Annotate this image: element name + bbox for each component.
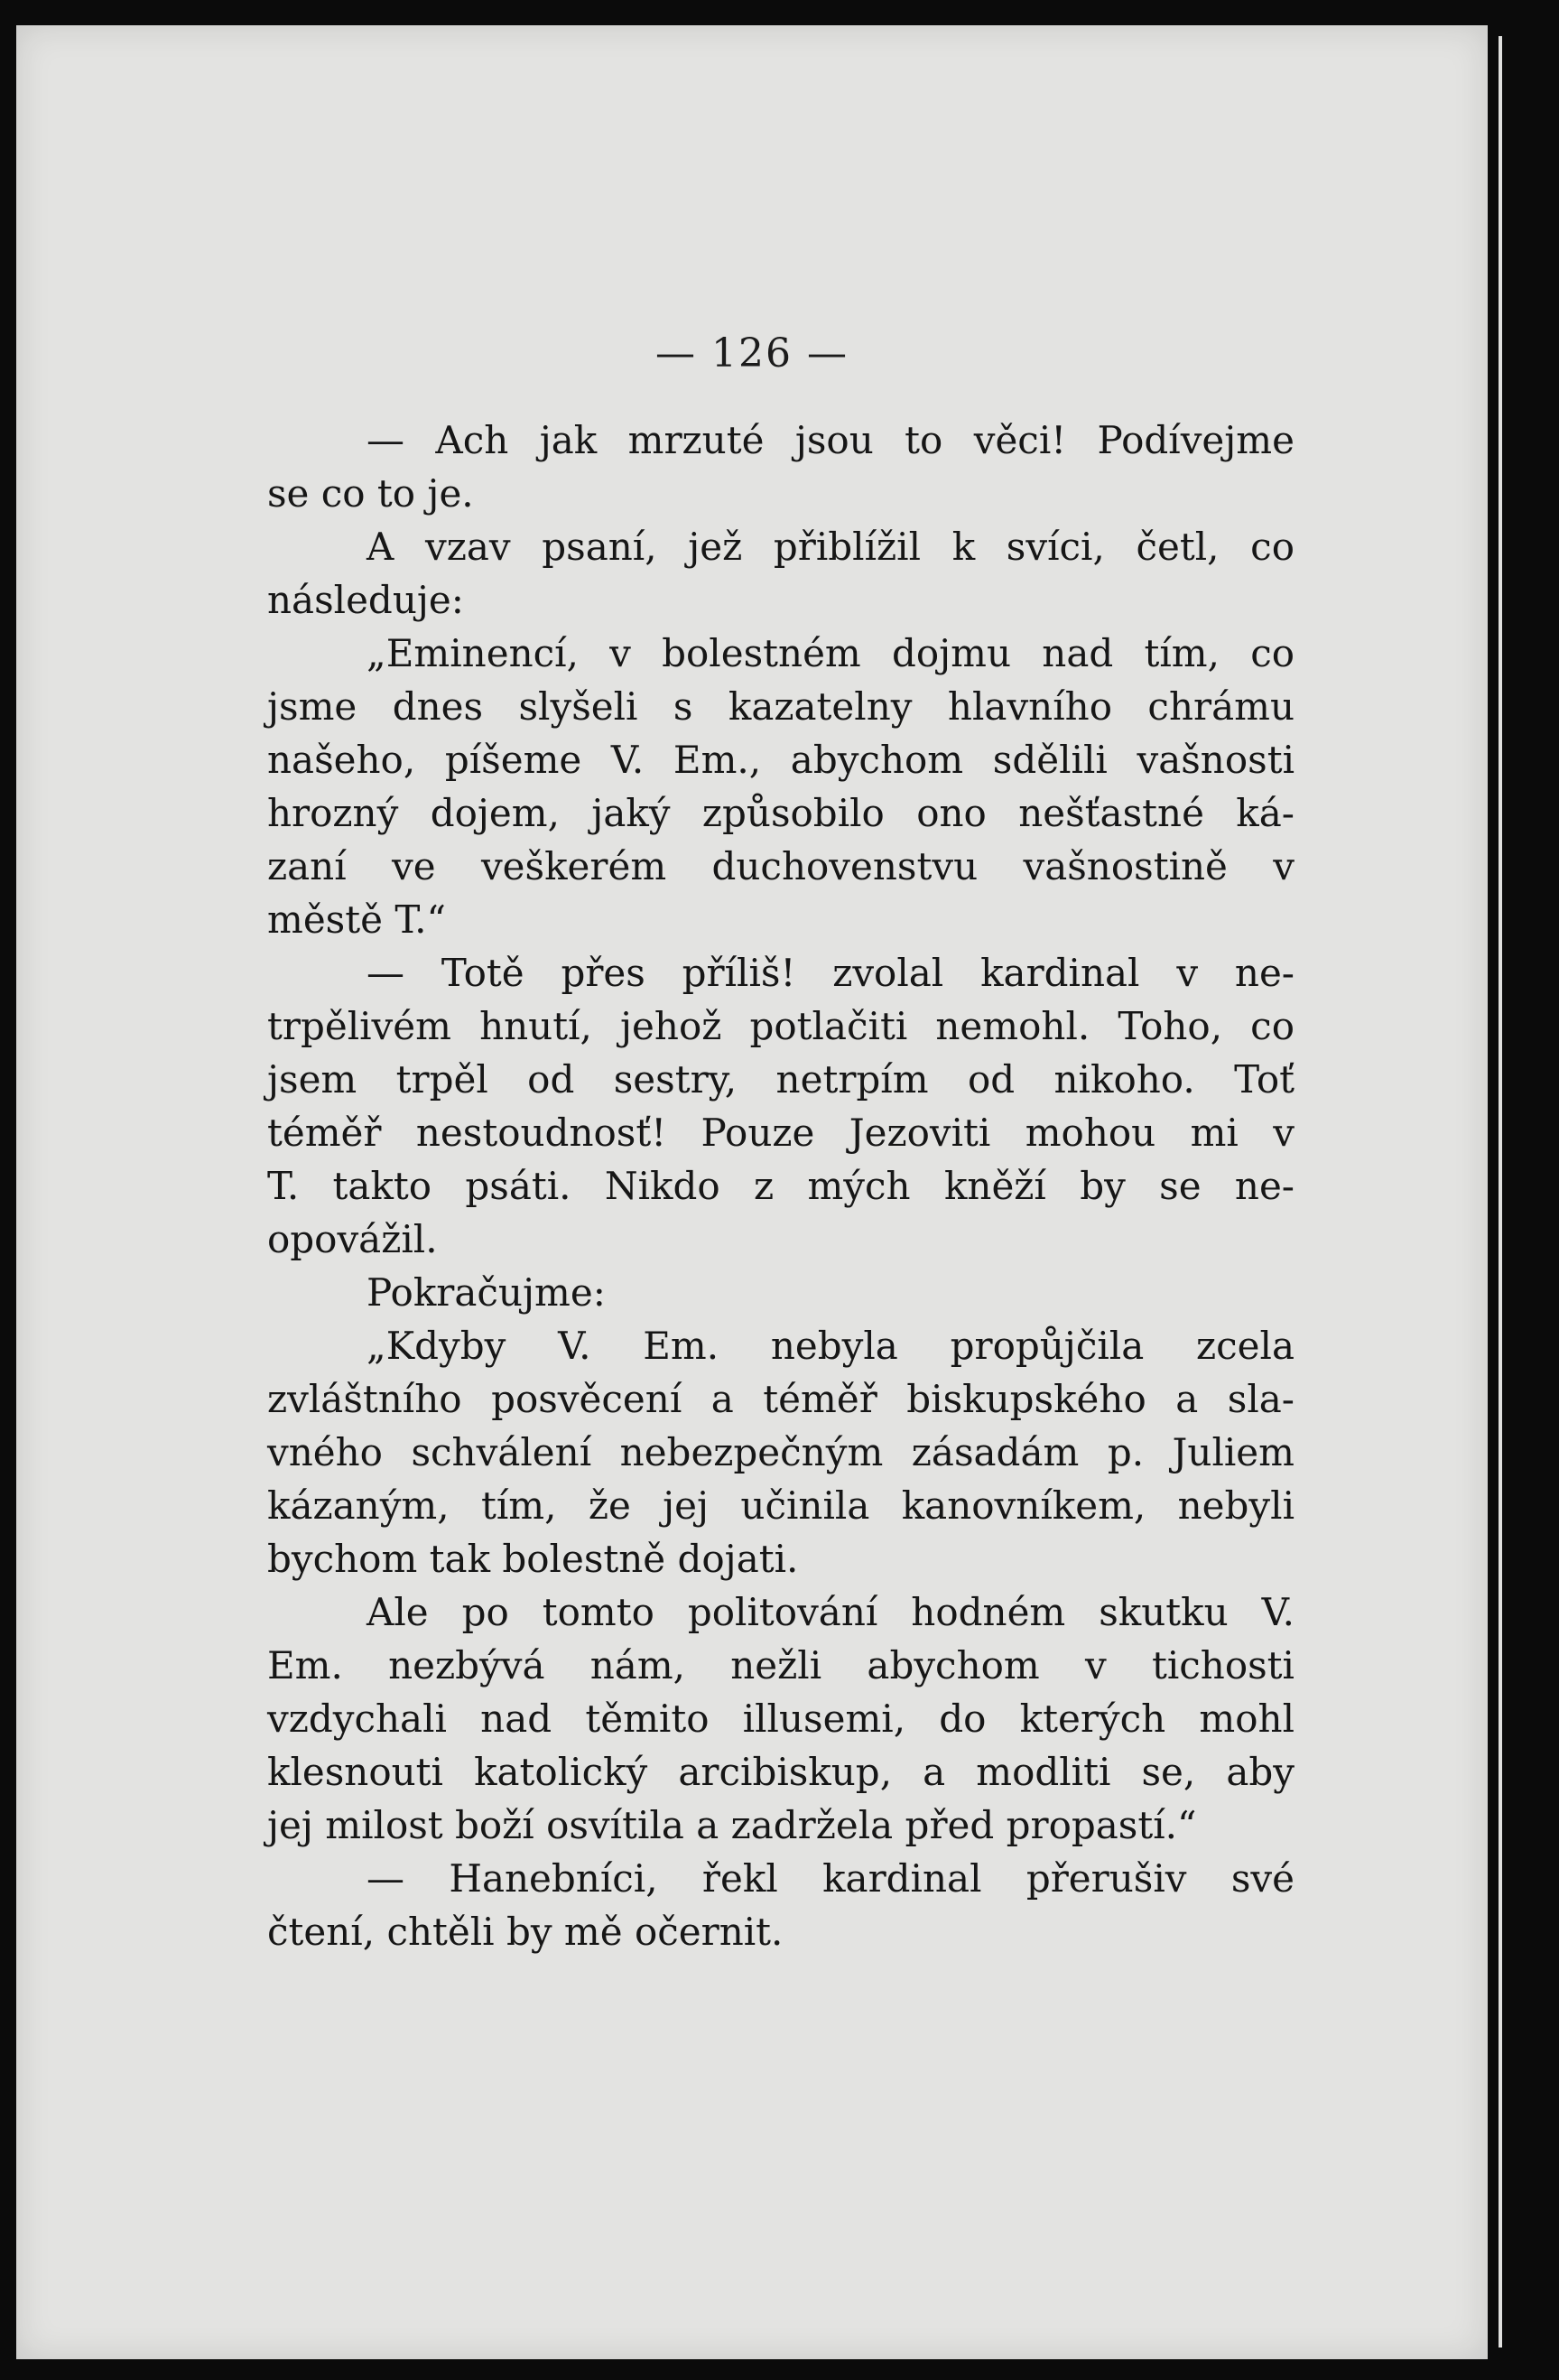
text-line: jej milost boží osvítila a zadržela před propastí.“ — [267, 1803, 1197, 1847]
text-line: Ale po tomto politování hodném skutku V. — [367, 1590, 1295, 1634]
text-line: „Kdyby V. Em. nebyla propůjčila zcela — [367, 1324, 1295, 1368]
text-line: následuje: — [267, 578, 464, 622]
text-line: téměř nestoudnosť! Pouze Jezoviti mohou mi v — [267, 1111, 1295, 1155]
text-line: jsme dnes slyšeli s kazatelny hlavního chrámu — [267, 684, 1295, 729]
text-line: vzdychali nad těmito illusemi, do kterých mohl — [267, 1697, 1295, 1741]
text-line: opovážil. — [267, 1217, 438, 1261]
text-line: T. takto psáti. Nikdo z mých kněží by se ne- — [267, 1164, 1295, 1208]
text-line: našeho, píšeme V. Em., abychom sdělili vašnosti — [267, 738, 1295, 782]
text-line: — Hanebníci, řekl kardinal přerušiv své — [367, 1856, 1295, 1901]
text-line: se co to je. — [267, 471, 474, 516]
text-line: Pokračujme: — [367, 1270, 606, 1315]
text-line: klesnouti katolický arcibiskup, a modliti se, aby — [267, 1750, 1295, 1794]
text-line: bychom tak bolestně dojati. — [267, 1537, 799, 1581]
text-line: A vzav psaní, jež přiblížil k svíci, četl, co — [367, 525, 1295, 569]
text-line: trpělivém hnutí, jehož potlačiti nemohl. Toho, co — [267, 1004, 1295, 1048]
body-text — [267, 414, 1295, 1958]
text-line: zvláštního posvěcení a téměř biskupského a sla- — [267, 1377, 1295, 1421]
text-line: Em. nezbývá nám, nežli abychom v tichosti — [267, 1643, 1295, 1687]
text-line: „Eminencí, v bolestném dojmu nad tím, co — [367, 631, 1295, 675]
text-line: čtení, chtěli by mě očernit. — [267, 1910, 784, 1954]
book-page — [16, 25, 1488, 2359]
adjacent-page-edge — [1499, 36, 1502, 2347]
text-line: městě T.“ — [267, 897, 446, 942]
text-line: vného schválení nebezpečným zásadám p. Juliem — [267, 1430, 1295, 1474]
page-number: — 126 — — [655, 330, 849, 377]
text-line: hrozný dojem, jaký způsobilo ono nešťastné ká- — [267, 791, 1295, 835]
text-line: jsem trpěl od sestry, netrpím od nikoho. Toť — [267, 1057, 1295, 1102]
text-line: zaní ve veškerém duchovenstvu vašnostině v — [267, 844, 1295, 888]
text-line: — Ach jak mrzuté jsou to věci! Podívejme — [367, 418, 1295, 462]
text-line: kázaným, tím, že jej učinila kanovníkem, nebyli — [267, 1483, 1295, 1528]
text-line: — Totě přes příliš! zvolal kardinal v ne- — [367, 951, 1295, 995]
